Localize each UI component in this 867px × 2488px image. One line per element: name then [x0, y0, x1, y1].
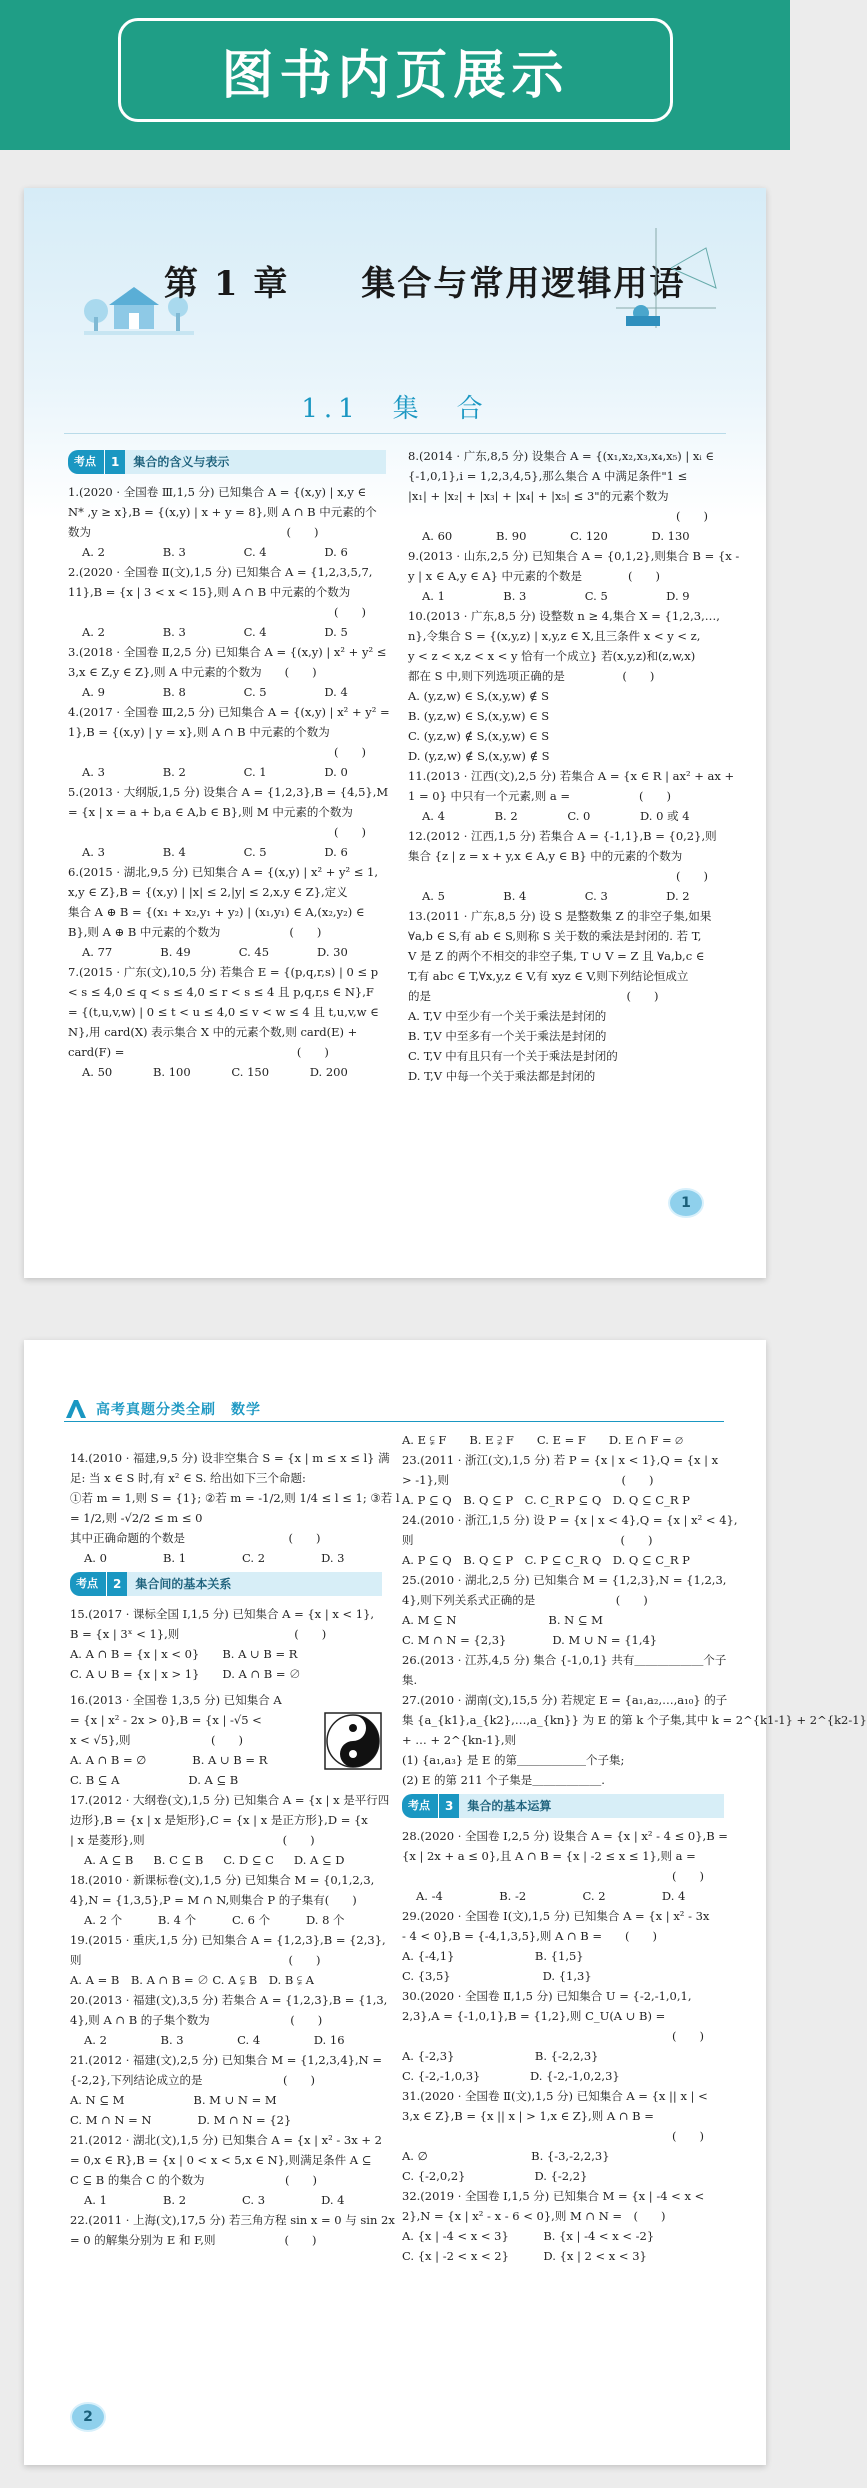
answer-option: D. 3: [321, 1551, 345, 1565]
answer-option: A. 1: [422, 589, 445, 603]
topic-number: 2: [107, 1572, 127, 1596]
answer-blank: ( ): [672, 2129, 704, 2143]
answer-options: [408, 526, 690, 546]
question-text-line: 足: 当 x ∈ S 时,有 x² ∈ S. 给出如下三个命题:: [70, 1471, 306, 1485]
question-text-line: A. T,V 中至少有一个关于乘法是封闭的: [408, 1009, 607, 1023]
answer-options: [68, 622, 348, 642]
answer-option: A. 5: [422, 889, 445, 903]
question-text-line: C. (y,z,w) ∉ S,(x,y,w) ∈ S: [408, 729, 550, 743]
page2-left-column: [70, 1448, 400, 2250]
answer-option: A. 77: [82, 945, 113, 959]
answer-blank: ( ): [334, 825, 366, 839]
question-text-line: 13.(2011 · 广东,8,5 分) 设 S 是整数集 Z 的非空子集,如果: [408, 909, 712, 923]
question-text-line: = {x | x = a + b,a ∈ A,b ∈ B},则 M 中元素的个数为: [68, 805, 353, 819]
question-text-line: x,y ∈ Z},B = {(x,y) | |x| ≤ 2,|y| ≤ 2,x,y ∈ Z},定义: [68, 885, 348, 899]
answer-options: [68, 942, 348, 962]
question-text-line: 26.(2013 · 江苏,4,5 分) 集合 {-1,0,1} 共有＿＿＿＿＿＿个子: [402, 1653, 727, 1667]
topic-number: 1: [105, 450, 125, 474]
question-text-line: C. {-2,-1,0,3} D. {-2,-1,0,2,3}: [402, 2069, 620, 2083]
question-text-line: 11.(2013 · 江西(文),2,5 分) 若集合 A = {x ∈ R | ax² + ax +: [408, 769, 735, 783]
answer-blank: ( ): [676, 509, 708, 523]
answer-option: D. 4: [661, 1889, 686, 1903]
question-text-line: 5.(2013 · 大纲版,1,5 分) 设集合 A = {1,2,3},B = {4,5},M: [68, 785, 389, 799]
running-header: [64, 1396, 724, 1422]
question-text-line: A. A = B B. A ∩ B = ∅ C. A ⫋ B D. B ⫋ A: [70, 1973, 314, 1987]
topic-badge: 考点: [70, 1572, 106, 1596]
question-text-line: 3.(2018 · 全国卷 Ⅱ,2,5 分) 已知集合 A = {(x,y) | x² + y² ≤: [68, 645, 387, 659]
question-text-line: = 1/2,则 -√2/2 ≤ m ≤ 0: [70, 1511, 203, 1525]
question-text-line: 8.(2014 · 广东,8,5 分) 设集合 A = {(x₁,x₂,x₃,x₄,x₅) | xᵢ ∈: [408, 449, 714, 463]
question-text-line: 2,3},A = {-1,0,1},B = {1,2},则 C_U(A ∪ B) =: [402, 2009, 666, 2023]
question-text-line: N},用 card(X) 表示集合 X 中的元素个数,则 card(E) +: [68, 1025, 358, 1039]
question-text-line: A. P ⊆ Q B. Q ⊆ P C. C_R P ⊆ Q D. Q ⊆ C_R P: [402, 1493, 690, 1507]
section-title: 1.1 集 合: [301, 394, 489, 424]
question-text-line: ∀a,b ∈ S,有 ab ∈ S,则称 S 关于数的乘法是封闭的. 若 T,: [408, 929, 702, 943]
answer-option: D. 16: [313, 2033, 345, 2047]
question-text-line: A. (y,z,w) ∈ S,(x,y,w) ∉ S: [408, 689, 550, 703]
question-text-line: B. T,V 中至多有一个关于乘法是封闭的: [408, 1029, 607, 1043]
answer-option: B. 2: [162, 2193, 187, 2207]
topic-heading: [70, 1572, 382, 1596]
topic-heading: [68, 450, 386, 474]
question-text-line: T,有 abc ∈ T,∀x,y,z ∈ V,有 xyz ∈ V,则下列结论恒成立: [408, 969, 689, 983]
question-text-line: 集.: [402, 1673, 418, 1687]
question-text-line: 30.(2020 · 全国卷 Ⅱ,1,5 分) 已知集合 U = {-2,-1,0,1,: [402, 1989, 692, 2003]
top-banner: [0, 0, 790, 150]
answer-option: D. 6: [324, 845, 348, 859]
question-text-line: 32.(2019 · 全国卷 Ⅰ,1,5 分) 已知集合 M = {x | -4 < x <: [402, 2189, 705, 2203]
question-text-line: 15.(2017 · 课标全国 Ⅰ,1,5 分) 已知集合 A = {x | x < 1},: [70, 1607, 375, 1621]
answer-option: D. 2: [666, 889, 690, 903]
answer-option: A. 60: [422, 529, 453, 543]
page1-right-column: [408, 446, 740, 1086]
answer-option: D. 130: [651, 529, 690, 543]
answer-option: C. 3: [584, 889, 608, 903]
answer-option: A. 0: [84, 1551, 107, 1565]
answer-options: [68, 682, 348, 702]
answer-option: B. 1: [162, 1551, 187, 1565]
question-text-line: C. B ⊆ A D. A ⊆ B: [70, 1773, 239, 1787]
question-text-line: y < z < x,z < x < y 恰有一个成立} 若(x,y,z)和(z,w,x): [408, 649, 696, 663]
question-text-line: 都在 S 中,则下列选项正确的是 ( ): [408, 669, 655, 683]
question-text-line: C. {-2,0,2} D. {-2,2}: [402, 2169, 588, 2183]
book-logo-icon: [64, 1398, 88, 1420]
question-text-line: C ⊆ B 的集合 C 的个数为 ( ): [70, 2173, 317, 2187]
answer-option: A. 3: [82, 765, 105, 779]
answer-option: D. 0 或 4: [639, 809, 690, 823]
answer-option: C. D ⊆ C: [223, 1853, 274, 1867]
banner-frame: [118, 18, 673, 122]
answer-option: C. 4: [243, 625, 267, 639]
answer-option: A. 2: [82, 545, 105, 559]
answer-option: D. 30: [317, 945, 348, 959]
question-text-line: 3,x ∈ Z,y ∈ Z},则 A 中元素的个数为 ( ): [68, 665, 317, 679]
question-text-line: D. T,V 中每一个关于乘法都是封闭的: [408, 1069, 596, 1083]
answer-option: B. 4: [503, 889, 527, 903]
question-text-line: 14.(2010 · 福建,9,5 分) 设非空集合 S = {x | m ≤ x ≤ l} 满: [70, 1451, 390, 1465]
answer-option: D. A ⊆ D: [293, 1853, 345, 1867]
answer-option: C. 120: [570, 529, 608, 543]
answer-option: D. 5: [324, 625, 348, 639]
answer-options: [70, 2030, 345, 2050]
question-text-line: 数为 ( ): [68, 525, 319, 539]
answer-option: C. 150: [231, 1065, 270, 1079]
answer-blank: ( ): [334, 605, 366, 619]
question-text-line: B. (y,z,w) ∈ S,(x,y,w) ∈ S: [408, 709, 550, 723]
answer-option: C. 6 个: [231, 1913, 271, 1927]
page-number: 1: [668, 1188, 704, 1218]
answer-option: B. 3: [162, 545, 186, 559]
answer-options: [68, 542, 348, 562]
question-text-line: A. ∅ B. {-3,-2,2,3}: [402, 2149, 610, 2163]
question-text-line: > -1},则 ( ): [402, 1473, 654, 1487]
question-text-line: (1) {a₁,a₃} 是 E 的第＿＿＿＿＿＿个子集;: [402, 1753, 625, 1767]
question-text-line: A. {x | -4 < x < 3} B. {x | -4 < x < -2}: [402, 2229, 655, 2243]
question-text-line: = {x | x² - 2x > 0},B = {x | -√5 <: [70, 1713, 262, 1727]
answer-option: A. 2: [82, 625, 105, 639]
question-text-line: = 0,x ∈ R},B = {x | 0 < x < 5,x ∈ N},则满足条件 A ⊆: [70, 2153, 372, 2167]
answer-option: B. -2: [499, 1889, 527, 1903]
question-text-line: 12.(2012 · 江西,1,5 分) 若集合 A = {-1,1},B = {0,2},则: [408, 829, 717, 843]
question-text-line: A. A ∩ B = ∅ B. A ∪ B = R: [70, 1753, 268, 1767]
question-text-line: B = {x | 3ˣ < 1},则 ( ): [70, 1627, 327, 1641]
chapter-title: 第 1 章 集合与常用逻辑用语: [164, 264, 686, 304]
math-doodle-icon: [596, 208, 736, 338]
question-text-line: C. M ∩ N = N D. M ∩ N = {2}: [70, 2113, 292, 2127]
question-text-line: 16.(2013 · 全国卷 1,3,5 分) 已知集合 A: [70, 1693, 282, 1707]
question-text-line: 1},B = {(x,y) | y = x},则 A ∩ B 中元素的个数为: [68, 725, 330, 739]
question-text-line: 10.(2013 · 广东,8,5 分) 设整数 n ≥ 4,集合 X = {1,2,3,…,: [408, 609, 720, 623]
page1-left-column: [68, 446, 390, 1082]
question-text-line: 29.(2020 · 全国卷 Ⅰ(文),1,5 分) 已知集合 A = {x | x² - 3x: [402, 1909, 710, 1923]
answer-option: B. 49: [160, 945, 191, 959]
question-text-line: 的是 ( ): [408, 989, 659, 1003]
question-text-line: A. A ∩ B = {x | x < 0} B. A ∪ B = R: [70, 1647, 298, 1661]
question-text-line: x < √5},则 ( ): [70, 1733, 244, 1747]
question-text-line: 2.(2020 · 全国卷 Ⅱ(文),1,5 分) 已知集合 A = {1,2,3,5,7,: [68, 565, 373, 579]
question-text-line: B},则 A ⊕ B 中元素的个数为 ( ): [68, 925, 322, 939]
question-text-line: 1.(2020 · 全国卷 Ⅲ,1,5 分) 已知集合 A = {(x,y) | x,y ∈: [68, 485, 367, 499]
question-text-line: A. M ⊆ N B. N ⊆ M: [402, 1613, 603, 1627]
topic-heading: [402, 1794, 724, 1818]
answer-option: A. 3: [82, 845, 105, 859]
answer-option: B. 3: [162, 625, 186, 639]
question-text-line: C. T,V 中有且只有一个关于乘法是封闭的: [408, 1049, 618, 1063]
book-page-2: [24, 1340, 867, 2465]
answer-options: [408, 806, 690, 826]
answer-option: B. 8: [162, 685, 186, 699]
answer-options: [408, 586, 690, 606]
answer-option: A. 9: [82, 685, 105, 699]
answer-options: [408, 886, 690, 906]
question-text-line: 6.(2015 · 湖北,9,5 分) 已知集合 A = {(x,y) | x² + y² ≤ 1,: [68, 865, 379, 879]
question-text-line: A. P ⊆ Q B. Q ⊆ P C. P ⊆ C_R Q D. Q ⊆ C_R P: [402, 1553, 690, 1567]
answer-option: C. 4: [237, 2033, 261, 2047]
question-text-line: A. N ⊆ M B. M ∪ N = M: [70, 2093, 277, 2107]
answer-option: A. 1: [84, 2193, 107, 2207]
question-text-line: D. (y,z,w) ∉ S,(x,y,w) ∉ S: [408, 749, 550, 763]
topic-label: 集合的基本运算: [459, 1794, 724, 1818]
question-text-line: A. {-4,1} B. {1,5}: [402, 1949, 584, 1963]
question-text-line: 28.(2020 · 全国卷 Ⅰ,2,5 分) 设集合 A = {x | x² - 4 ≤ 0},B =: [402, 1829, 728, 1843]
question-text-line: + … + 2^{kn-1},则: [402, 1733, 517, 1747]
answer-option: C. 1: [243, 765, 267, 779]
question-text-line: {-1,0,1},i = 1,2,3,4,5},那么集合 A 中满足条件"1 ≤: [408, 469, 688, 483]
answer-blank: ( ): [676, 869, 708, 883]
question-text-line: y | x ∈ A,y ∈ A} 中元素的个数是 ( ): [408, 569, 661, 583]
question-text-line: C. {3,5} D. {1,3}: [402, 1969, 592, 1983]
answer-option: A. 4: [422, 809, 445, 823]
answer-option: C. 5: [243, 685, 267, 699]
answer-options: [68, 1062, 348, 1082]
question-text-line: 3,x ∈ Z},B = {x || x | > 1,x ∈ Z},则 A ∩ B =: [402, 2109, 654, 2123]
answer-option: B. 3: [503, 589, 527, 603]
question-text-line: 边形},B = {x | x 是矩形},C = {x | x 是正方形},D = {x: [70, 1813, 368, 1827]
answer-option: C. 2: [242, 1551, 266, 1565]
answer-option: B. 100: [152, 1065, 191, 1079]
answer-options: [70, 1910, 345, 1930]
topic-badge: 考点: [68, 450, 104, 474]
answer-blank: ( ): [672, 2029, 704, 2043]
answer-option: D. 0: [324, 765, 348, 779]
answer-option: C. 45: [238, 945, 270, 959]
question-text-line: ①若 m = 1,则 S = {1}; ②若 m = -1/2,则 1/4 ≤ l ≤ 1; ③若 l: [70, 1491, 400, 1505]
answer-option: B. 3: [160, 2033, 184, 2047]
answer-option: D. 4: [321, 2193, 345, 2207]
answer-options: [70, 2190, 345, 2210]
question-text-line: card(F) = ( ): [68, 1045, 329, 1059]
question-text-line: C. M ∩ N = {2,3} D. M ∪ N = {1,4}: [402, 1633, 658, 1647]
answer-blank: ( ): [672, 1869, 704, 1883]
answer-option: C. 4: [243, 545, 267, 559]
topic-label: 集合间的基本关系: [127, 1572, 382, 1596]
answer-option: D. 8 个: [305, 1913, 345, 1927]
running-header-text: 高考真题分类全刷 数学: [96, 1401, 261, 1418]
answer-option: A. -4: [416, 1889, 443, 1903]
answer-option: A. 2: [84, 2033, 107, 2047]
yin-yang-figure-icon: [324, 1712, 382, 1770]
question-text-line: 集合 {z | z = x + y,x ∈ A,y ∈ B} 中的元素的个数为: [408, 849, 683, 863]
answer-option: B. C ⊆ B: [153, 1853, 204, 1867]
question-text-line: V 是 Z 的两个不相交的非空子集, T ∪ V = Z 且 ∀a,b,c ∈: [408, 949, 705, 963]
topic-label: 集合的含义与表示: [125, 450, 386, 474]
topic-number: 3: [439, 1794, 459, 1818]
question-text-line: | x 是菱形},则 ( ): [70, 1833, 315, 1847]
question-text-line: 25.(2010 · 湖北,2,5 分) 已知集合 M = {1,2,3},N = {1,2,3,: [402, 1573, 727, 1587]
book-page-1: [24, 188, 766, 1278]
answer-option: C. 2: [582, 1889, 606, 1903]
answer-options: [68, 762, 348, 782]
question-text-line: 20.(2013 · 福建(文),3,5 分) 若集合 A = {1,2,3},B = {1,3,: [70, 1993, 388, 2007]
answer-options: [68, 842, 348, 862]
answer-option: C. 0: [567, 809, 591, 823]
answer-option: B. 90: [495, 529, 527, 543]
answer-option: A. 50: [82, 1065, 113, 1079]
question-text-line: 17.(2012 · 大纲卷(文),1,5 分) 已知集合 A = {x | x 是平行四: [70, 1793, 390, 1807]
question-text-line: 集 {a_{k1},a_{k2},…,a_{kn}} 为 E 的第 k 个子集,其中 k = 2^{k1-1} + 2^{k2-1}: [402, 1713, 867, 1727]
answer-option: C. 3: [242, 2193, 266, 2207]
answer-option: D. 200: [309, 1065, 348, 1079]
question-text-line: 18.(2010 · 新课标卷(文),1,5 分) 已知集合 M = {0,1,2,3,: [70, 1873, 375, 1887]
answer-option: D. 4: [324, 685, 348, 699]
topic-badge: 考点: [402, 1794, 438, 1818]
banner-title: 图书内页展示: [221, 45, 570, 106]
question-text-line: C. A ∪ B = {x | x > 1} D. A ∩ B = ∅: [70, 1667, 301, 1681]
question-text-line: 1 = 0} 中只有一个元素,则 a = ( ): [408, 789, 671, 803]
answer-option: A. A ⊆ B: [84, 1853, 134, 1867]
question-text-line: 其中正确命题的个数是 ( ): [70, 1531, 321, 1545]
answer-options: [70, 1850, 345, 1870]
answer-option: B. 4 个: [157, 1913, 197, 1927]
question-text-line: A. E ⫋ F B. E ⫌ F C. E = F D. E ∩ F = ∅: [402, 1433, 683, 1447]
question-text-line: 9.(2013 · 山东,2,5 分) 已知集合 A = {0,1,2},则集合 B = {x -: [408, 549, 740, 563]
question-text-line: = 0 的解集分别为 E 和 F,则 ( ): [70, 2233, 317, 2247]
question-text-line: C. {x | -2 < x < 2} D. {x | 2 < x < 3}: [402, 2249, 647, 2263]
answer-options: [70, 1548, 345, 1568]
page2-right-column: [402, 1430, 867, 2266]
answer-option: A. 2 个: [84, 1913, 123, 1927]
question-text-line: 11},B = {x | 3 < x < 15},则 A ∩ B 中元素的个数为: [68, 585, 351, 599]
question-text-line: 2},N = {x | x² - x - 6 < 0},则 M ∩ N = ( ): [402, 2209, 666, 2223]
question-text-line: 21.(2012 · 湖北(文),1,5 分) 已知集合 A = {x | x² - 3x + 2: [70, 2133, 382, 2147]
question-text-line: (2) E 的第 211 个子集是＿＿＿＿＿＿.: [402, 1773, 605, 1787]
answer-blank: ( ): [334, 745, 366, 759]
question-text-line: 19.(2015 · 重庆,1,5 分) 已知集合 A = {1,2,3},B = {2,3},: [70, 1933, 386, 1947]
answer-option: D. 9: [666, 589, 690, 603]
question-text-line: |x₁| + |x₂| + |x₃| + |x₄| + |x₅| ≤ 3"的元素个数为: [408, 489, 669, 503]
question-text-line: 7.(2015 · 广东(文),10,5 分) 若集合 E = {(p,q,r,s) | 0 ≤ p: [68, 965, 379, 979]
question-text-line: 23.(2011 · 浙江(文),1,5 分) 若 P = {x | x < 1},Q = {x | x: [402, 1453, 719, 1467]
answer-option: B. 4: [162, 845, 186, 859]
page-number: 2: [70, 2402, 106, 2432]
answer-option: C. 5: [584, 589, 608, 603]
question-text-line: 21.(2012 · 福建(文),2,5 分) 已知集合 M = {1,2,3,4},N =: [70, 2053, 382, 2067]
question-text-line: 集合 A ⊕ B = {(x₁ + x₂,y₁ + y₂) | (x₁,y₁) ∈ A,(x₂,y₂) ∈: [68, 905, 365, 919]
question-text-line: < s ≤ 4,0 ≤ q < s ≤ 4,0 ≤ r < s ≤ 4 且 p,q,r,s ∈ N},F: [68, 985, 374, 999]
answer-option: B. 2: [494, 809, 518, 823]
question-text-line: 22.(2011 · 上海(文),17,5 分) 若三角方程 sin x = 0 与 sin 2x: [70, 2213, 395, 2227]
chapter-divider: [64, 433, 726, 434]
question-text-line: 24.(2010 · 浙江,1,5 分) 设 P = {x | x < 4},Q = {x | x² < 4},: [402, 1513, 738, 1527]
answer-option: D. 6: [324, 545, 348, 559]
question-text-line: A. {-2,3} B. {-2,2,3}: [402, 2049, 599, 2063]
answer-option: B. 2: [162, 765, 186, 779]
question-text-line: {x | 2x + a ≤ 0},且 A ∩ B = {x | -2 ≤ x ≤ 1},则 a =: [402, 1849, 696, 1863]
question-text-line: = {(t,u,v,w) | 0 ≤ t < u ≤ 4,0 ≤ v < w ≤ 4 且 t,u,v,w ∈: [68, 1005, 379, 1019]
answer-option: C. 5: [243, 845, 267, 859]
question-text-line: N* ,y ≥ x},B = {(x,y) | x + y = 8},则 A ∩ B 中元素的个: [68, 505, 377, 519]
question-text-line: 4},则 A ∩ B 的子集个数为 ( ): [70, 2013, 323, 2027]
question-text-line: 4.(2017 · 全国卷 Ⅲ,2,5 分) 已知集合 A = {(x,y) | x² + y² =: [68, 705, 390, 719]
question-text-line: 27.(2010 · 湖南(文),15,5 分) 若规定 E = {a₁,a₂,…,a₁₀} 的子: [402, 1693, 728, 1707]
question-text-line: 31.(2020 · 全国卷 Ⅱ(文),1,5 分) 已知集合 A = {x || x | <: [402, 2089, 708, 2103]
question-text-line: 4},N = {1,3,5},P = M ∩ N,则集合 P 的子集有( ): [70, 1893, 357, 1907]
question-text-line: {-2,2},下列结论成立的是 ( ): [70, 2073, 315, 2087]
answer-options: [402, 1886, 685, 1906]
question-text-line: 则 ( ): [70, 1953, 321, 1967]
question-text-line: 4},则下列关系式正确的是 ( ): [402, 1593, 648, 1607]
question-text-line: n},令集合 S = {(x,y,z) | x,y,z ∈ X,且三条件 x < y < z,: [408, 629, 701, 643]
question-text-line: 则 ( ): [402, 1533, 653, 1547]
question-text-line: - 4 < 0},B = {-4,1,3,5},则 A ∩ B = ( ): [402, 1929, 658, 1943]
